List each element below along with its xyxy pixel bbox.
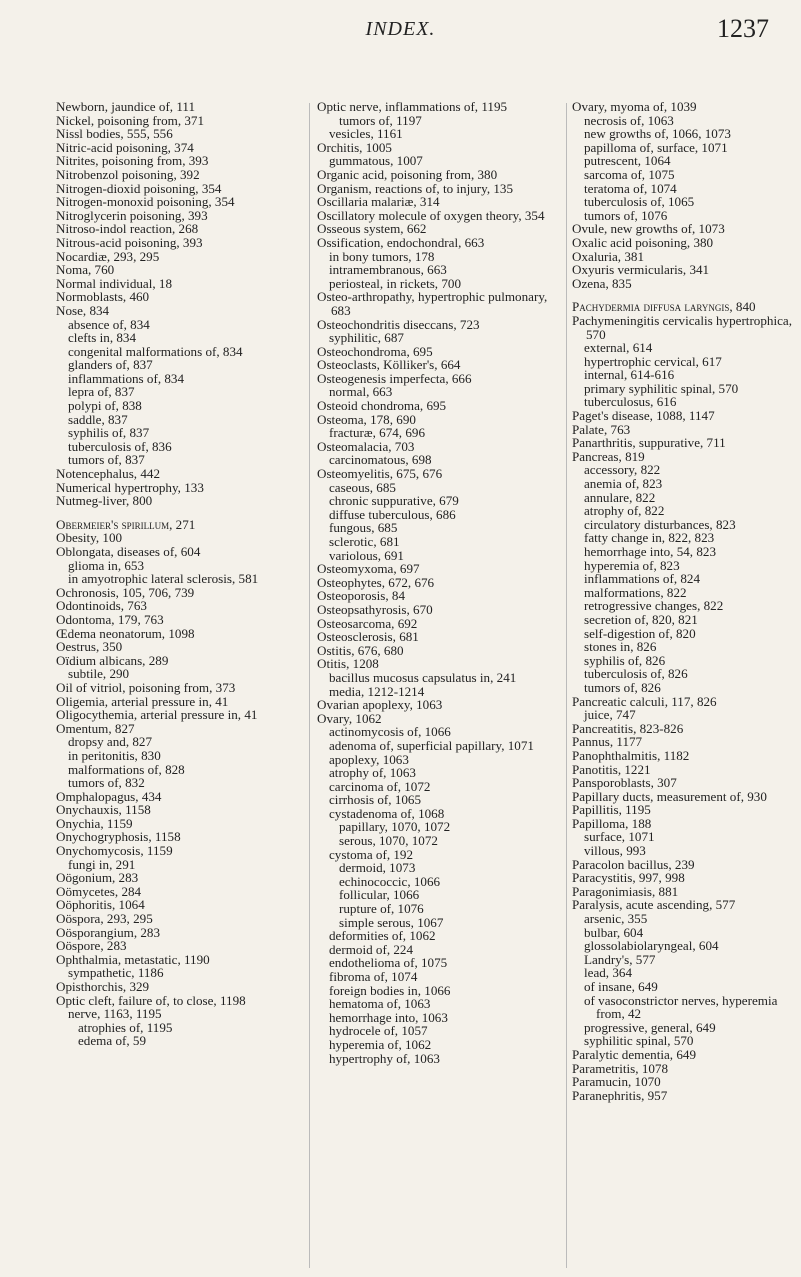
- index-subentry: nerve, 1163, 1195: [68, 1006, 162, 1022]
- index-subentry: annulare, 822: [584, 489, 656, 505]
- index-entry: Onychia, 1159: [56, 815, 133, 831]
- index-entry: Numerical hypertrophy, 133: [56, 479, 204, 495]
- index-entry: Nitrogen-dioxid poisoning, 354: [56, 180, 222, 196]
- index-entry: Nitrogen-monoxid poisoning, 354: [56, 194, 235, 210]
- index-subentry: congenital malformations of, 834: [68, 343, 243, 359]
- index-entry: Oxalic acid poisoning, 380: [572, 234, 714, 250]
- index-subentry: rupture of, 1076: [339, 901, 424, 917]
- index-entry: Osteopsathyrosis, 670: [317, 601, 433, 617]
- index-subentry: self-digestion of, 820: [584, 625, 696, 641]
- index-subentry: in amyotrophic lateral sclerosis, 581: [68, 571, 259, 587]
- index-entry: Onychogryphosis, 1158: [56, 829, 181, 845]
- index-subentry: in peritonitis, 830: [68, 747, 161, 763]
- index-subentry: subtile, 290: [68, 666, 130, 682]
- index-subentry: normal, 663: [329, 384, 393, 400]
- index-entry: Paget's disease, 1088, 1147: [572, 408, 715, 424]
- index-subentry: syphilitic, 687: [329, 330, 404, 346]
- index-subentry: syphilis of, 837: [68, 425, 150, 441]
- index-subentry: tuberculosis of, 836: [68, 438, 172, 454]
- index-entry: Paralysis, acute ascending, 577: [572, 897, 736, 913]
- index-entry: Ovary, 1062: [317, 710, 382, 726]
- index-subentry: simple serous, 1067: [339, 914, 444, 930]
- index-subentry: malformations, 822: [584, 584, 687, 600]
- index-entry: Pannus, 1177: [572, 734, 643, 750]
- index-entry: Ophthalmia, metastatic, 1190: [56, 951, 210, 967]
- index-entry: Oxyuris vermicularis, 341: [572, 262, 710, 278]
- index-subentry: endothelioma of, 1075: [329, 955, 448, 971]
- index-subentry: diffuse tuberculous, 686: [329, 506, 456, 522]
- index-entry: Ovarian apoplexy, 1063: [317, 697, 443, 713]
- index-entry: Paralytic dementia, 649: [572, 1046, 696, 1062]
- index-entry: Nitrobenzol poisoning, 392: [56, 166, 200, 182]
- index-entry: Pancreas, 819: [572, 448, 645, 464]
- index-entry: Papillary ducts, measurement of, 930: [572, 788, 767, 804]
- index-subentry: deformities of, 1062: [329, 928, 436, 944]
- index-entry: Paracystitis, 997, 998: [572, 870, 685, 886]
- index-subentry: Landry's, 577: [584, 951, 656, 967]
- index-entry: Onychauxis, 1158: [56, 802, 151, 818]
- index-entry: Nitric-acid poisoning, 374: [56, 139, 194, 155]
- index-entry: Osteoclasts, Kölliker's, 664: [317, 357, 461, 373]
- index-subentry: malformations of, 828: [68, 761, 185, 777]
- index-subentry: accessory, 822: [584, 462, 661, 478]
- index-entry: Pansporoblasts, 307: [572, 775, 677, 791]
- index-subentry: caseous, 685: [329, 479, 396, 495]
- index-entry: Nickel, poisoning from, 371: [56, 112, 205, 128]
- index-subentry: fatty change in, 822, 823: [584, 530, 715, 546]
- index-subentry: tumors of, 837: [68, 452, 145, 468]
- index-entry: Nutmeg-liver, 800: [56, 493, 153, 509]
- index-subentry: tumors of, 1076: [584, 207, 668, 223]
- index-entry: Odontoma, 179, 763: [56, 611, 164, 627]
- index-subentry: chronic suppurative, 679: [329, 493, 459, 509]
- index-subentry: syphilitic spinal, 570: [584, 1033, 694, 1049]
- index-subentry: internal, 614-616: [584, 367, 675, 383]
- index-subentry: external, 614: [584, 340, 653, 356]
- index-entry: Oscillatory molecule of oxygen theory, 354: [317, 207, 545, 223]
- index-subentry: papillary, 1070, 1072: [339, 819, 451, 835]
- index-subentry: syphilis of, 826: [584, 652, 666, 668]
- index-subentry: glanders of, 837: [68, 357, 153, 373]
- index-entry: Oögonium, 283: [56, 870, 139, 886]
- index-subentry: tumors of, 826: [584, 679, 661, 695]
- index-subentry: of insane, 649: [584, 979, 658, 994]
- index-entry: Panotitis, 1221: [572, 761, 651, 777]
- index-subentry: lepra of, 837: [68, 384, 135, 400]
- index-entry: Osteomalacia, 703: [317, 438, 415, 454]
- index-entry: Omentum, 827: [56, 720, 135, 736]
- index-subentry: tuberculosus, 616: [584, 394, 677, 410]
- index-entry: Oömycetes, 284: [56, 883, 142, 899]
- index-entry: Notencephalus, 442: [56, 466, 160, 482]
- index-subentry: sympathetic, 1186: [68, 965, 164, 981]
- index-entry: Orchitis, 1005: [317, 139, 392, 155]
- index-entry: Panarthritis, suppurative, 711: [572, 435, 726, 451]
- index-subentry: circulatory disturbances, 823: [584, 516, 736, 532]
- index-subentry: atrophies of, 1195: [78, 1019, 173, 1035]
- index-subentry: hydrocele of, 1057: [329, 1023, 428, 1039]
- index-subentry: fibroma of, 1074: [329, 969, 418, 984]
- index-entry: Ochronosis, 105, 706, 739: [56, 584, 195, 600]
- index-subentry: edema of, 59: [78, 1033, 146, 1049]
- index-subentry: tumors of, 1197: [339, 112, 422, 128]
- index-entry: Osteoporosis, 84: [317, 588, 406, 604]
- index-entry: Osteogenesis imperfecta, 666: [317, 370, 472, 386]
- index-entry: Obesity, 100: [56, 530, 123, 546]
- index-entry: Oïdium albicans, 289: [56, 652, 169, 668]
- index-subentry: hypertrophic cervical, 617: [584, 353, 722, 369]
- index-entry: Organic acid, poisoning from, 380: [317, 166, 498, 182]
- index-entry: Oöspore, 283: [56, 938, 127, 954]
- index-subentry: variolous, 691: [329, 547, 404, 563]
- index-entry: Paracolon bacillus, 239: [572, 856, 695, 872]
- index-subentry: intramembranous, 663: [329, 262, 447, 278]
- index-entry: Osteosarcoma, 692: [317, 615, 418, 631]
- index-entry: Paragonimiasis, 881: [572, 883, 679, 899]
- index-entry: Nose, 834: [56, 302, 110, 318]
- index-entry: Ovary, myoma of, 1039: [572, 99, 697, 114]
- index-entry: Parametritis, 1078: [572, 1060, 669, 1076]
- index-entry: Obermeier's spirillum, 271: [56, 516, 196, 532]
- index-entry: Ostitis, 676, 680: [317, 642, 404, 658]
- index-subentry: absence of, 834: [68, 316, 150, 332]
- index-entry: Osteochondroma, 695: [317, 343, 433, 359]
- index-entry: Paramucin, 1070: [572, 1074, 661, 1090]
- index-column-2: [317, 100, 565, 1065]
- index-subentry: papilloma of, surface, 1071: [584, 139, 728, 155]
- index-subentry: gummatous, 1007: [329, 153, 423, 169]
- index-subentry: juice, 747: [584, 707, 636, 723]
- index-entry: Osteomyxoma, 697: [317, 561, 420, 577]
- index-entry: Panophthalmitis, 1182: [572, 747, 690, 763]
- page-number: 1237: [717, 14, 769, 43]
- index-subentry: of vasoconstrictor nerves, hyperemia from, 42: [584, 992, 778, 1022]
- index-entry: Nitrites, poisoning from, 393: [56, 153, 209, 169]
- index-entry: Paranephritis, 957: [572, 1087, 668, 1103]
- index-entry: Oscillaria malariæ, 314: [317, 194, 440, 210]
- index-subentry: cirrhosis of, 1065: [329, 792, 422, 808]
- index-entry: Osteo-arthropathy, hypertrophic pulmonary, 683: [317, 289, 548, 318]
- index-entry: Oestrus, 350: [56, 639, 123, 655]
- index-entry: Œdema neonatorum, 1098: [56, 625, 195, 641]
- index-subentry: hemorrhage into, 54, 823: [584, 544, 716, 559]
- index-subentry: hemorrhage into, 1063: [329, 1009, 448, 1025]
- index-entry: Noma, 760: [56, 262, 115, 278]
- index-subentry: vesicles, 1161: [329, 126, 403, 142]
- index-subentry: inflammations of, 834: [68, 370, 185, 386]
- index-subentry: atrophy of, 822: [584, 503, 665, 519]
- index-entry: Osteophytes, 672, 676: [317, 574, 435, 590]
- index-subentry: polypi of, 838: [68, 398, 142, 414]
- index-subentry: glossolabiolaryngeal, 604: [584, 938, 719, 954]
- index-subentry: necrosis of, 1063: [584, 112, 674, 128]
- index-entry: Pancreatic calculi, 117, 826: [572, 693, 717, 709]
- index-entry: Oöphoritis, 1064: [56, 897, 145, 913]
- index-subentry: dermoid of, 224: [329, 941, 414, 957]
- index-subentry: carcinomatous, 698: [329, 452, 432, 468]
- index-entry: Oligocythemia, arterial pressure in, 41: [56, 707, 258, 723]
- index-entry: Omphalopagus, 434: [56, 788, 162, 804]
- index-entry: Oösporangium, 283: [56, 924, 161, 940]
- index-entry: Ovule, new growths of, 1073: [572, 221, 725, 237]
- index-entry: Organism, reactions of, to injury, 135: [317, 180, 514, 196]
- index-subentry: serous, 1070, 1072: [339, 833, 438, 849]
- index-subentry: media, 1212-1214: [329, 683, 425, 699]
- index-subentry: follicular, 1066: [339, 887, 420, 903]
- index-subentry: surface, 1071: [584, 829, 655, 845]
- index-subentry: adenoma of, superficial papillary, 1071: [329, 737, 534, 753]
- index-entry: Papilloma, 188: [572, 815, 652, 831]
- index-subentry: secretion of, 820, 821: [584, 611, 698, 627]
- index-column-1: [56, 100, 296, 1048]
- index-subentry: arsenic, 355: [584, 911, 648, 927]
- index-subentry: periosteal, in rickets, 700: [329, 275, 461, 291]
- index-subentry: villous, 993: [584, 843, 646, 859]
- index-entry: Nitrous-acid poisoning, 393: [56, 234, 203, 250]
- index-subentry: foreign bodies in, 1066: [329, 982, 451, 998]
- page-header: [0, 14, 801, 46]
- index-subentry: fracturæ, 674, 696: [329, 425, 425, 441]
- index-subentry: primary syphilitic spinal, 570: [584, 380, 739, 396]
- index-subentry: tuberculosis of, 1065: [584, 194, 695, 210]
- index-subentry: in bony tumors, 178: [329, 248, 435, 264]
- index-subentry: bulbar, 604: [584, 924, 644, 940]
- index-entry: Osteochondritis diseccans, 723: [317, 316, 480, 332]
- index-subentry: glioma in, 653: [68, 557, 145, 573]
- index-subentry: dermoid, 1073: [339, 860, 416, 876]
- index-entry: Odontinoids, 763: [56, 598, 147, 614]
- index-subentry: atrophy of, 1063: [329, 765, 416, 781]
- index-subentry: inflammations of, 824: [584, 571, 701, 587]
- index-entry: Normoblasts, 460: [56, 289, 150, 305]
- index-subentry: anemia of, 823: [584, 476, 663, 492]
- index-entry: Ozena, 835: [572, 275, 632, 291]
- index-subentry: dropsy and, 827: [68, 734, 153, 750]
- index-entry: Osteoma, 178, 690: [317, 411, 416, 427]
- index-subentry: new growths of, 1066, 1073: [584, 126, 731, 142]
- index-subentry: sarcoma of, 1075: [584, 166, 675, 182]
- index-entry: Papillitis, 1195: [572, 802, 651, 818]
- index-column-3: [572, 100, 797, 1102]
- index-entry: Nissl bodies, 555, 556: [56, 126, 173, 142]
- index-entry: Osteomyelitis, 675, 676: [317, 466, 443, 482]
- index-entry: Pachymeningitis cervicalis hypertrophica, 570: [572, 312, 792, 342]
- index-subentry: clefts in, 834: [68, 330, 137, 346]
- index-entry: Opisthorchis, 329: [56, 979, 150, 994]
- index-entry: Oil of vitriol, poisoning from, 373: [56, 679, 236, 695]
- index-entry: Pancreatitis, 823-826: [572, 720, 684, 736]
- index-subentry: progressive, general, 649: [584, 1019, 716, 1035]
- index-subentry: lead, 364: [584, 965, 632, 981]
- index-subentry: apoplexy, 1063: [329, 751, 409, 767]
- index-entry: Nitroglycerin poisoning, 393: [56, 207, 208, 223]
- index-subentry: hematoma of, 1063: [329, 996, 431, 1012]
- index-entry: Nocardiæ, 293, 295: [56, 248, 160, 264]
- index-subentry: echinococcic, 1066: [339, 873, 441, 889]
- index-entry: Osseous system, 662: [317, 221, 427, 237]
- index-entry: Pachydermia diffusa laryngis, 840: [572, 299, 756, 315]
- running-head: INDEX.: [365, 18, 436, 40]
- index-subentry: stones in, 826: [584, 639, 657, 655]
- index-entry: Newborn, jaundice of, 111: [56, 99, 196, 114]
- index-subentry: carcinoma of, 1072: [329, 778, 431, 794]
- index-subentry: hyperemia of, 1062: [329, 1036, 432, 1052]
- index-entry: Onychomycosis, 1159: [56, 843, 173, 859]
- index-subentry: saddle, 837: [68, 411, 128, 427]
- index-subentry: cystadenoma of, 1068: [329, 805, 445, 821]
- index-subentry: bacillus mucosus capsulatus in, 241: [329, 669, 517, 685]
- index-entry: Osteoid chondroma, 695: [317, 398, 447, 414]
- index-entry: Palate, 763: [572, 421, 631, 437]
- index-subentry: hypertrophy of, 1063: [329, 1050, 440, 1066]
- index-subentry: cystoma of, 192: [329, 846, 414, 862]
- index-entry: Normal individual, 18: [56, 275, 173, 291]
- index-entry: Otitis, 1208: [317, 656, 379, 672]
- index-entry: Optic nerve, inflammations of, 1195: [317, 99, 508, 114]
- index-subentry: teratoma of, 1074: [584, 180, 677, 196]
- index-entry: Oöspora, 293, 295: [56, 911, 153, 927]
- index-subentry: tuberculosis of, 826: [584, 666, 688, 682]
- index-subentry: actinomycosis of, 1066: [329, 724, 451, 740]
- index-subentry: fungous, 685: [329, 520, 398, 536]
- column-rule: [309, 103, 310, 1268]
- column-rule: [566, 103, 567, 1268]
- index-entry: Optic cleft, failure of, to close, 1198: [56, 992, 246, 1008]
- index-subentry: fungi in, 291: [68, 856, 136, 872]
- index-entry: Oblongata, diseases of, 604: [56, 544, 201, 559]
- index-entry: Oligemia, arterial pressure in, 41: [56, 693, 229, 709]
- index-entry: Nitroso-indol reaction, 268: [56, 221, 199, 237]
- index-entry: Ossification, endochondral, 663: [317, 234, 485, 250]
- index-subentry: putrescent, 1064: [584, 153, 671, 169]
- index-entry: Osteosclerosis, 681: [317, 629, 419, 645]
- index-subentry: tumors of, 832: [68, 775, 145, 791]
- index-subentry: retrogressive changes, 822: [584, 598, 724, 614]
- index-subentry: sclerotic, 681: [329, 534, 400, 549]
- index-subentry: hyperemia of, 823: [584, 557, 680, 573]
- index-entry: Oxaluria, 381: [572, 248, 644, 264]
